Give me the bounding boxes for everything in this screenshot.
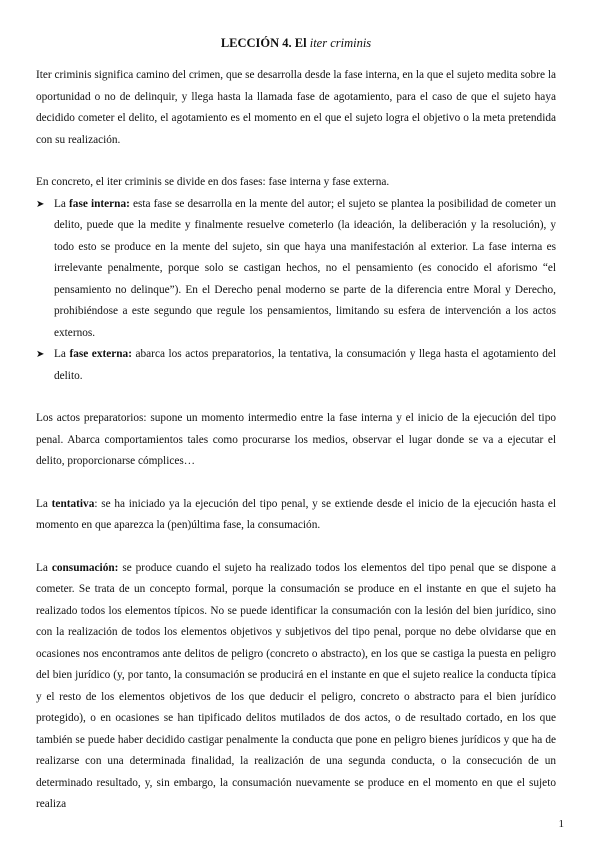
phases-intro: En concreto, el iter criminis se divide en dos fases: fase interna y fase externa. — [36, 176, 390, 188]
title-italic: iter criminis — [309, 36, 372, 50]
tentativa-text: : se ha iniciado ya la ejecución del tipo penal, y se extiende desde el inicio de la ejecución hasta el momento en que aparezca la (pen)última fase, la consumación. — [36, 497, 556, 531]
consumacion-prefix: La — [36, 561, 52, 574]
preparatory-paragraph: Los actos preparatorios: supone un momento intermedio entre la fase interna y el inicio de la ejecución del tipo penal. Abarca comportamientos tales como procurarse los medios, observar el lugar donde se va a ejecutar el delito, proporcionarse cómplices… — [36, 412, 556, 467]
consumacion-paragraph — [36, 558, 556, 816]
bullet-text: esta fase se desarrolla en la mente del autor; el sujeto se plantea la posibilidad de cometer un delito, puede que la medite y finalmente resuelve cometerlo (la ideación, la deliberación y la resolución), y todo esto se produce en la mente del sujeto, sin que haya una manifestación al exterior. La fase interna es irrelevante penalmente, porque solo se castigan hechos, no el pensamiento (es conocido el aforismo “el pensamiento no delinque”). En el Derecho penal moderno se parte de la diferencia entre Moral y Derecho, prohibiéndose a este segundo que regule los pensamientos, limitando su esfera de intervención a los actos externos. — [54, 197, 556, 339]
page-title — [36, 36, 556, 51]
arrow-bullet-icon: ➤ — [36, 349, 45, 360]
page-number: 1 — [558, 818, 564, 830]
tentativa-term: tentativa — [51, 497, 95, 510]
document-page — [36, 36, 556, 816]
bullet-prefix: La — [54, 197, 70, 210]
consumacion-text: se produce cuando el sujeto ha realizado todos los elementos del tipo penal que se dispone a cometer. Se trata de un concepto formal, porque la consumación se produce en el instante en que el sujeto ha realizado todos los elementos típicos. No se puede identificar la consumación con la lesión del bien jurídico, sino con la realización de todos los elementos objetivos y subjetivos del tipo penal, porque no debe olvidarse que en ocasiones nos encontramos ante delitos de peligro (concreto o abstracto), en los que se castiga la puesta en peligro del bien jurídico (y, por tanto, la consumación se producirá en el instante en que el sujeto realice la conducta típica y el resto de los elementos objetivos de los que deducir el peligro, concreto o abstracto para el bien jurídico protegido), o en ocasiones se han tipificado delitos mutilados de dos actos, o de resultado cortado, en los que también se puede haber decidido castigar penalmente la conducta que pone en peligro bienes jurídicos y que ha de realizarse con una determinada finalidad, la realización de una segunda conducta, o la consecución de un determinado resultado, y, sin embargo, la consumación nuevamente se produce en el momento en que el sujeto realiza — [36, 561, 556, 810]
bullet-prefix: La — [54, 348, 70, 360]
bullet-term: fase interna: — [69, 197, 130, 210]
title-main: LECCIÓN 4. El — [220, 36, 310, 50]
list-item-fase-interna — [36, 194, 556, 345]
bullet-text: abarca los actos preparatorios, la tentativa, la consumación y llega hasta el agotamiento del delito. — [54, 348, 556, 382]
bullet-term: fase externa: — [69, 348, 132, 360]
arrow-bullet-icon: ➤ — [36, 198, 45, 210]
tentativa-paragraph — [36, 494, 556, 537]
consumacion-term: consumación: — [51, 561, 119, 574]
tentativa-prefix: La — [36, 497, 52, 510]
intro-paragraph: Iter criminis significa camino del crimen, que se desarrolla desde la fase interna, en la que el sujeto medita sobre la oportunidad o no de delinquir, y llega hasta la llamada fase de agotamiento, para el caso de que el sujeto haya decidido cometer el delito, el agotamiento es el momento en el que el sujeto logra el objetivo o la meta pretendida con su realización. — [36, 69, 556, 146]
phases-list — [36, 194, 556, 388]
list-item-fase-externa — [36, 344, 556, 387]
